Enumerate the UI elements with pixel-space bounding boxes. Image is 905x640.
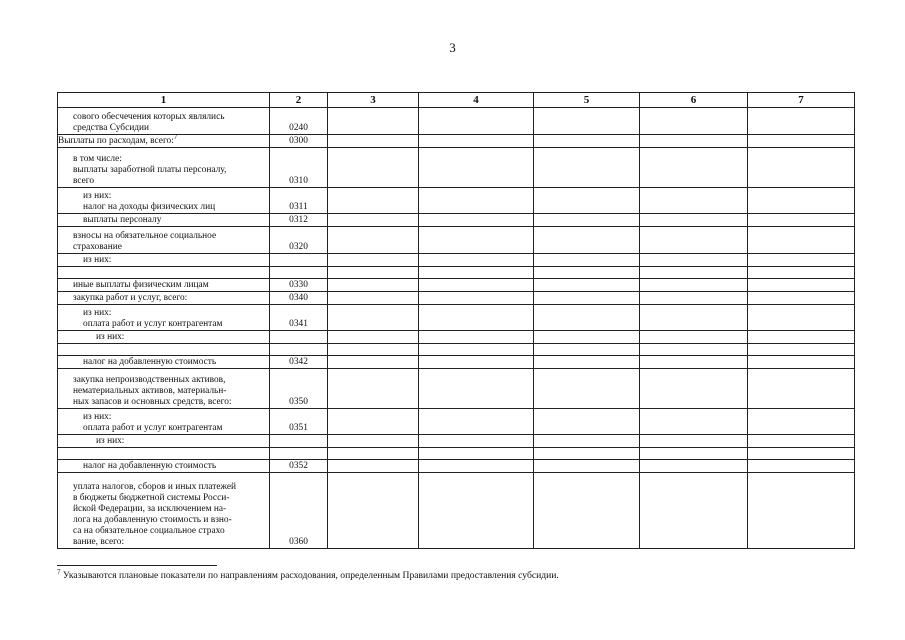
row-code: 0312 [270,214,328,227]
value-cell[interactable] [748,279,855,292]
value-cell[interactable] [748,254,855,267]
value-cell[interactable] [328,214,419,227]
value-cell[interactable] [640,369,748,409]
table-row [58,227,855,254]
row-label: сового обесчечения которых являлись средства Субсидии [58,108,270,135]
value-cell[interactable] [748,148,855,188]
value-cell[interactable] [640,227,748,254]
row-code: 0352 [270,460,328,473]
value-cell[interactable] [419,473,534,549]
value-cell[interactable] [748,305,855,331]
header-row [58,93,855,108]
value-cell[interactable] [534,448,640,460]
value-cell[interactable] [419,254,534,267]
footnote-separator [57,565,217,566]
value-cell[interactable] [748,135,855,148]
value-cell[interactable] [328,148,419,188]
row-code: 0311 [270,188,328,214]
value-cell[interactable] [419,369,534,409]
row-code [270,267,328,279]
value-cell[interactable] [419,331,534,344]
table-row [58,448,855,460]
value-cell[interactable] [419,448,534,460]
value-cell[interactable] [748,227,855,254]
value-cell[interactable] [748,356,855,369]
value-cell[interactable] [640,254,748,267]
value-cell[interactable] [640,188,748,214]
value-cell[interactable] [328,227,419,254]
value-cell[interactable] [534,473,640,549]
value-cell[interactable] [419,344,534,356]
table-row [58,214,855,227]
table-row [58,369,855,409]
value-cell[interactable] [640,473,748,549]
value-cell[interactable] [640,409,748,435]
value-cell[interactable] [534,305,640,331]
row-code: 0351 [270,409,328,435]
value-cell[interactable] [748,409,855,435]
value-cell[interactable] [534,135,640,148]
value-cell[interactable] [328,135,419,148]
value-cell[interactable] [534,279,640,292]
value-cell[interactable] [534,460,640,473]
value-cell[interactable] [328,267,419,279]
value-cell[interactable] [534,292,640,305]
value-cell[interactable] [640,460,748,473]
value-cell[interactable] [419,267,534,279]
value-cell[interactable] [328,356,419,369]
table-body [58,108,855,549]
value-cell[interactable] [419,108,534,135]
table-row [58,344,855,356]
value-cell[interactable] [748,344,855,356]
table-row [58,188,855,214]
value-cell[interactable] [534,227,640,254]
value-cell[interactable] [748,214,855,227]
table-row [58,267,855,279]
footnote-text: Указываются плановые показатели по направлениям расходования, определенным Правилами предоставления субсидии. [62,570,559,581]
table-row [58,331,855,344]
table-row [58,148,855,188]
column-header: 1 [58,93,270,108]
table-row [58,292,855,305]
table-row [58,254,855,267]
row-code: 0310 [270,148,328,188]
row-code: 0340 [270,292,328,305]
value-cell[interactable] [534,369,640,409]
value-cell[interactable] [328,344,419,356]
row-label: из них: [58,254,270,267]
value-cell[interactable] [640,148,748,188]
value-cell[interactable] [328,369,419,409]
value-cell[interactable] [328,188,419,214]
value-cell[interactable] [328,279,419,292]
value-cell[interactable] [328,331,419,344]
row-label: из них: [58,331,270,344]
value-cell[interactable] [419,279,534,292]
column-header: 2 [270,93,328,108]
value-cell[interactable] [748,292,855,305]
value-cell[interactable] [748,460,855,473]
table-row [58,135,855,148]
column-header: 3 [328,93,419,108]
value-cell[interactable] [534,435,640,448]
footnote [57,567,559,581]
row-label: закупка работ и услуг, всего: [58,292,270,305]
value-cell[interactable] [419,435,534,448]
value-cell[interactable] [328,435,419,448]
page-number: 3 [449,40,456,55]
row-label: в том числе: выплаты заработной платы персоналу, всего [58,148,270,188]
row-label: уплата налогов, сборов и иных платежей в бюджеты бюджетной системы Росси- йской Федерации, за исключением на- лога на добавленную стоимость и взно- са на обязательное социальное страхо вание, всего: [58,473,270,549]
column-header: 6 [640,93,748,108]
value-cell[interactable] [328,473,419,549]
value-cell[interactable] [640,267,748,279]
value-cell[interactable] [419,292,534,305]
value-cell[interactable] [534,409,640,435]
footnote-mark: 7 [57,567,61,576]
row-label: взносы на обязательное социальное страхование [58,227,270,254]
value-cell[interactable] [748,435,855,448]
table-row [58,108,855,135]
row-code: 0330 [270,279,328,292]
column-header: 7 [748,93,855,108]
value-cell[interactable] [748,267,855,279]
row-code: 0360 [270,473,328,549]
row-label: из них: [58,435,270,448]
column-header: 5 [534,93,640,108]
row-label [58,344,270,356]
value-cell[interactable] [419,356,534,369]
value-cell[interactable] [419,188,534,214]
row-code [270,331,328,344]
value-cell[interactable] [534,254,640,267]
value-cell[interactable] [534,344,640,356]
value-cell[interactable] [534,214,640,227]
row-code [270,448,328,460]
table-row [58,409,855,435]
row-code: 0342 [270,356,328,369]
row-label: Выплаты по расходам, всего:$^7$ [58,135,270,148]
value-cell[interactable] [534,108,640,135]
value-cell[interactable] [640,305,748,331]
row-code: 0341 [270,305,328,331]
column-header: 4 [419,93,534,108]
row-label [58,267,270,279]
value-cell[interactable] [640,292,748,305]
value-cell[interactable] [534,148,640,188]
value-cell[interactable] [419,135,534,148]
value-cell[interactable] [328,254,419,267]
value-cell[interactable] [748,188,855,214]
footnote-ref: 7 [173,132,178,141]
value-cell[interactable] [748,473,855,549]
value-cell[interactable] [534,356,640,369]
row-code [270,344,328,356]
row-label: выплаты персоналу [58,214,270,227]
value-cell[interactable] [748,448,855,460]
row-code: 0300 [270,135,328,148]
value-cell[interactable] [419,305,534,331]
value-cell[interactable] [640,279,748,292]
value-cell[interactable] [748,331,855,344]
row-label: иные выплаты физическим лицам [58,279,270,292]
value-cell[interactable] [328,108,419,135]
value-cell[interactable] [534,267,640,279]
row-label: из них: оплата работ и услуг контрагентам [58,409,270,435]
row-label: налог на добавленную стоимость [58,460,270,473]
value-cell[interactable] [640,331,748,344]
value-cell[interactable] [328,292,419,305]
row-label: из них: налог на доходы физических лиц [58,188,270,214]
value-cell[interactable] [640,344,748,356]
value-cell[interactable] [640,108,748,135]
value-cell[interactable] [419,148,534,188]
table-row [58,473,855,549]
value-cell[interactable] [640,214,748,227]
value-cell[interactable] [328,460,419,473]
value-cell[interactable] [640,135,748,148]
table-row [58,435,855,448]
row-label [58,448,270,460]
value-cell[interactable] [328,305,419,331]
expenditure-table [57,92,855,549]
value-cell[interactable] [748,108,855,135]
row-label: из них: оплата работ и услуг контрагентам [58,305,270,331]
table-row [58,356,855,369]
value-cell[interactable] [328,409,419,435]
row-code: 0320 [270,227,328,254]
row-label: налог на добавленную стоимость [58,356,270,369]
row-code [270,435,328,448]
row-label: закупка непроизводственных активов, нематериальных активов, материальн- ных запасов и основных средств, всего: [58,369,270,409]
value-cell[interactable] [534,331,640,344]
row-code: 0350 [270,369,328,409]
value-cell[interactable] [328,448,419,460]
value-cell[interactable] [748,369,855,409]
value-cell[interactable] [419,214,534,227]
row-code [270,254,328,267]
value-cell[interactable] [534,188,640,214]
value-cell[interactable] [640,356,748,369]
value-cell[interactable] [419,409,534,435]
value-cell[interactable] [640,448,748,460]
value-cell[interactable] [419,460,534,473]
row-code: 0240 [270,108,328,135]
table-row [58,305,855,331]
table-row [58,460,855,473]
table-row [58,279,855,292]
value-cell[interactable] [640,435,748,448]
value-cell[interactable] [419,227,534,254]
